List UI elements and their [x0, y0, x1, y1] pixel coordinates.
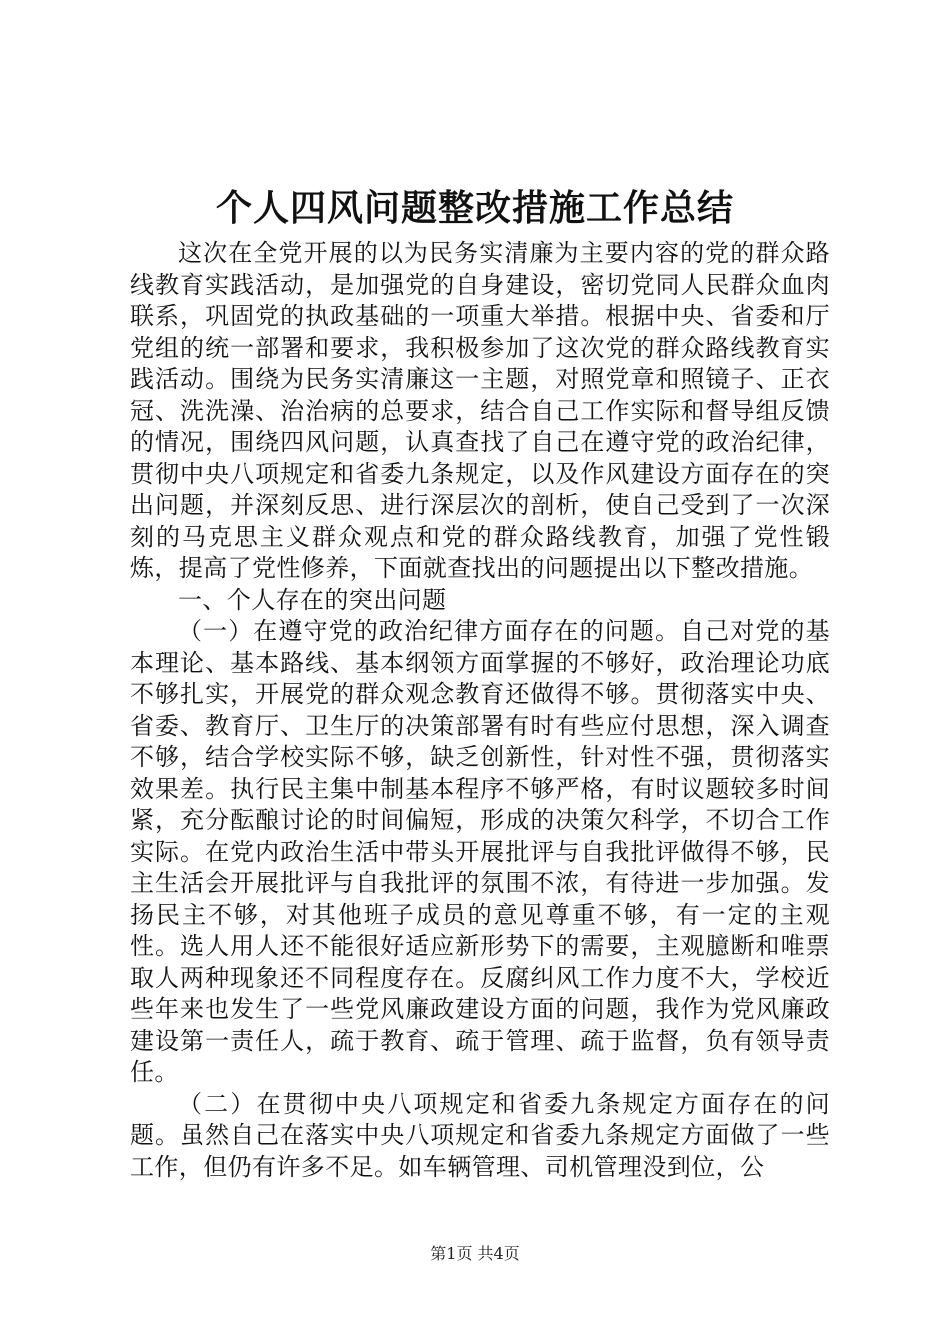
subsection-paragraph-1: （一）在遵守党的政治纪律方面存在的问题。自己对党的基本理论、基本路线、基本纲领方面掌握的不够好，政治理论功底不够扎实，开展党的群众观念教育还做得不够。贯彻落实中央、省委、教育厅、卫生厅的决策部署有时有些应付思想，深入调查不够，结合学校实际不够，缺乏创新性，针对性不强，贯彻落实效果差。执行民主集中制基本程序不够严格，有时议题较多时间紧，充分酝酿讨论的时间偏短，形成的决策欠科学，不切合工作实际。在党内政治生活中带头开展批评与自我批评做得不够，民主生活会开展批评与自我批评的氛围不浓，有待进一步加强。发扬民主不够，对其他班子成员的意见尊重不够，有一定的主观性。选人用人还不能很好适应新形势下的需要，主观臆断和唯票取人两种现象还不同程度存在。反腐纠风工作力度不大，学校近些年来也发生了一些党风廉政建设方面的问题，我作为党风廉政建设第一责任人，疏于教育、疏于管理、疏于监督，负有领导责任。 [130, 617, 830, 1086]
page-number-footer: 第1页 共4页 [430, 1244, 520, 1263]
document-title: 个人四风问题整改措施工作总结 [215, 187, 734, 229]
intro-paragraph: 这次在全党开展的以为民务实清廉为主要内容的党的群众路线教育实践活动，是加强党的自身建设，密切党同人民群众血肉联系，巩固党的执政基础的一项重大举措。根据中央、省委和厅党组的统一部署和要求，我积极参加了这次党的群众路线教育实践活动。围绕为民务实清廉这一主题，对照党章和照镜子、正衣冠、洗洗澡、治治病的总要求，结合自己工作实际和督导组反馈的情况，围绕四风问题，认真查找了自己在遵守党的政治纪律，贯彻中央八项规定和省委九条规定，以及作风建设方面存在的突出问题，并深刻反思、进行深层次的剖析，使自己受到了一次深刻的马克思主义群众观点和党的群众路线教育，加强了党性锻炼，提高了党性修养，下面就查找出的问题提出以下整改措施。 [130, 239, 830, 582]
document-body [130, 238, 830, 1183]
section-heading: 一、个人存在的突出问题 [178, 585, 447, 614]
subsection-paragraph-2: （二）在贯彻中央八项规定和省委九条规定方面存在的问题。虽然自己在落实中央八项规定和省委九条规定方面做了一些工作，但仍有许多不足。如车辆管理、司机管理没到位，公 [130, 1089, 830, 1181]
